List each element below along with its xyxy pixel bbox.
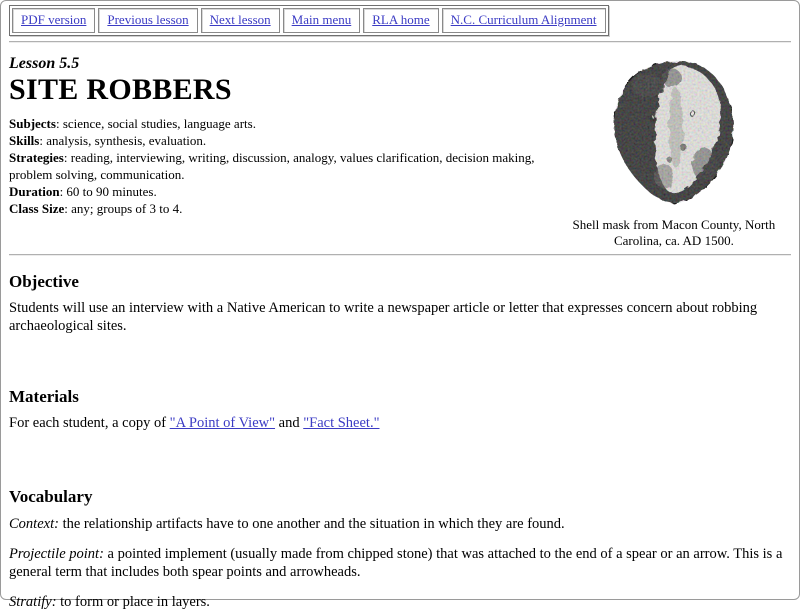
- detail-strategies: Strategies: reading, interviewing, writing, discussion, analogy, values clarification, decision making, problem solving, communication.: [9, 150, 535, 182]
- vocab-term-context: Context: the relationship artifacts have to one another and the situation in which they are found.: [9, 515, 565, 532]
- materials-heading: Materials: [9, 387, 79, 406]
- shell-mask-image: [606, 56, 742, 206]
- top-nav: [9, 5, 609, 36]
- nav-link-pdf-version[interactable]: PDF version: [21, 12, 87, 27]
- lesson-details: [9, 115, 557, 217]
- nav-link-nc-curriculum-alignment[interactable]: N.C. Curriculum Alignment: [450, 12, 597, 27]
- nav-cell: [442, 8, 606, 33]
- objective-heading: Objective: [9, 272, 79, 291]
- materials-intro: For each student, a copy of: [9, 415, 170, 431]
- nav-cell: [12, 8, 95, 33]
- link-fact-sheet[interactable]: "Fact Sheet.": [303, 415, 380, 431]
- nav-cell: [363, 8, 438, 33]
- section-vocabulary: [9, 487, 791, 612]
- nav-link-previous-lesson[interactable]: Previous lesson: [107, 12, 189, 27]
- link-a-point-of-view[interactable]: "A Point of View": [169, 415, 276, 431]
- nav-link-main-menu[interactable]: Main menu: [291, 12, 352, 27]
- nav-cell: [283, 8, 361, 33]
- materials-text: [9, 415, 791, 433]
- materials-connector: and: [275, 415, 304, 431]
- detail-class-size: Class Size: any; groups of 3 to 4.: [9, 201, 183, 216]
- shell-mask-figure: [557, 54, 791, 249]
- nav-cell: [98, 8, 197, 33]
- detail-skills: Skills: analysis, synthesis, evaluation.: [9, 133, 207, 148]
- divider-middle: [9, 254, 791, 256]
- lesson-number: Lesson 5.5: [9, 55, 80, 72]
- vocab-term-stratify: Stratify: to form or place in layers.: [9, 594, 210, 610]
- detail-duration: Duration: 60 to 90 minutes.: [9, 184, 157, 199]
- nav-cell: [201, 8, 280, 33]
- section-materials: [9, 387, 791, 433]
- section-objective: [9, 272, 791, 335]
- figure-caption: Shell mask from Macon County, North Carolina, ca. AD 1500.: [572, 217, 776, 248]
- vocab-term-projectile-point: Projectile point: a pointed implement (usually made from chipped stone) that was attached to the end of a spear or an arrow. This is a general term that includes both spear points and arrowheads.: [9, 546, 783, 580]
- objective-text: Students will use an interview with a Native American to write a newspaper article or letter that expresses concern about robbing archaeological sites.: [9, 300, 758, 334]
- lesson-info: [9, 54, 557, 249]
- lesson-header: [9, 54, 791, 249]
- nav-link-rla-home[interactable]: RLA home: [372, 12, 430, 27]
- detail-subjects: Subjects: science, social studies, language arts.: [9, 116, 256, 131]
- divider-top: [9, 41, 791, 43]
- page-title: SITE ROBBERS: [9, 73, 232, 106]
- nav-link-next-lesson[interactable]: Next lesson: [209, 12, 271, 27]
- vocabulary-heading: Vocabulary: [9, 486, 93, 506]
